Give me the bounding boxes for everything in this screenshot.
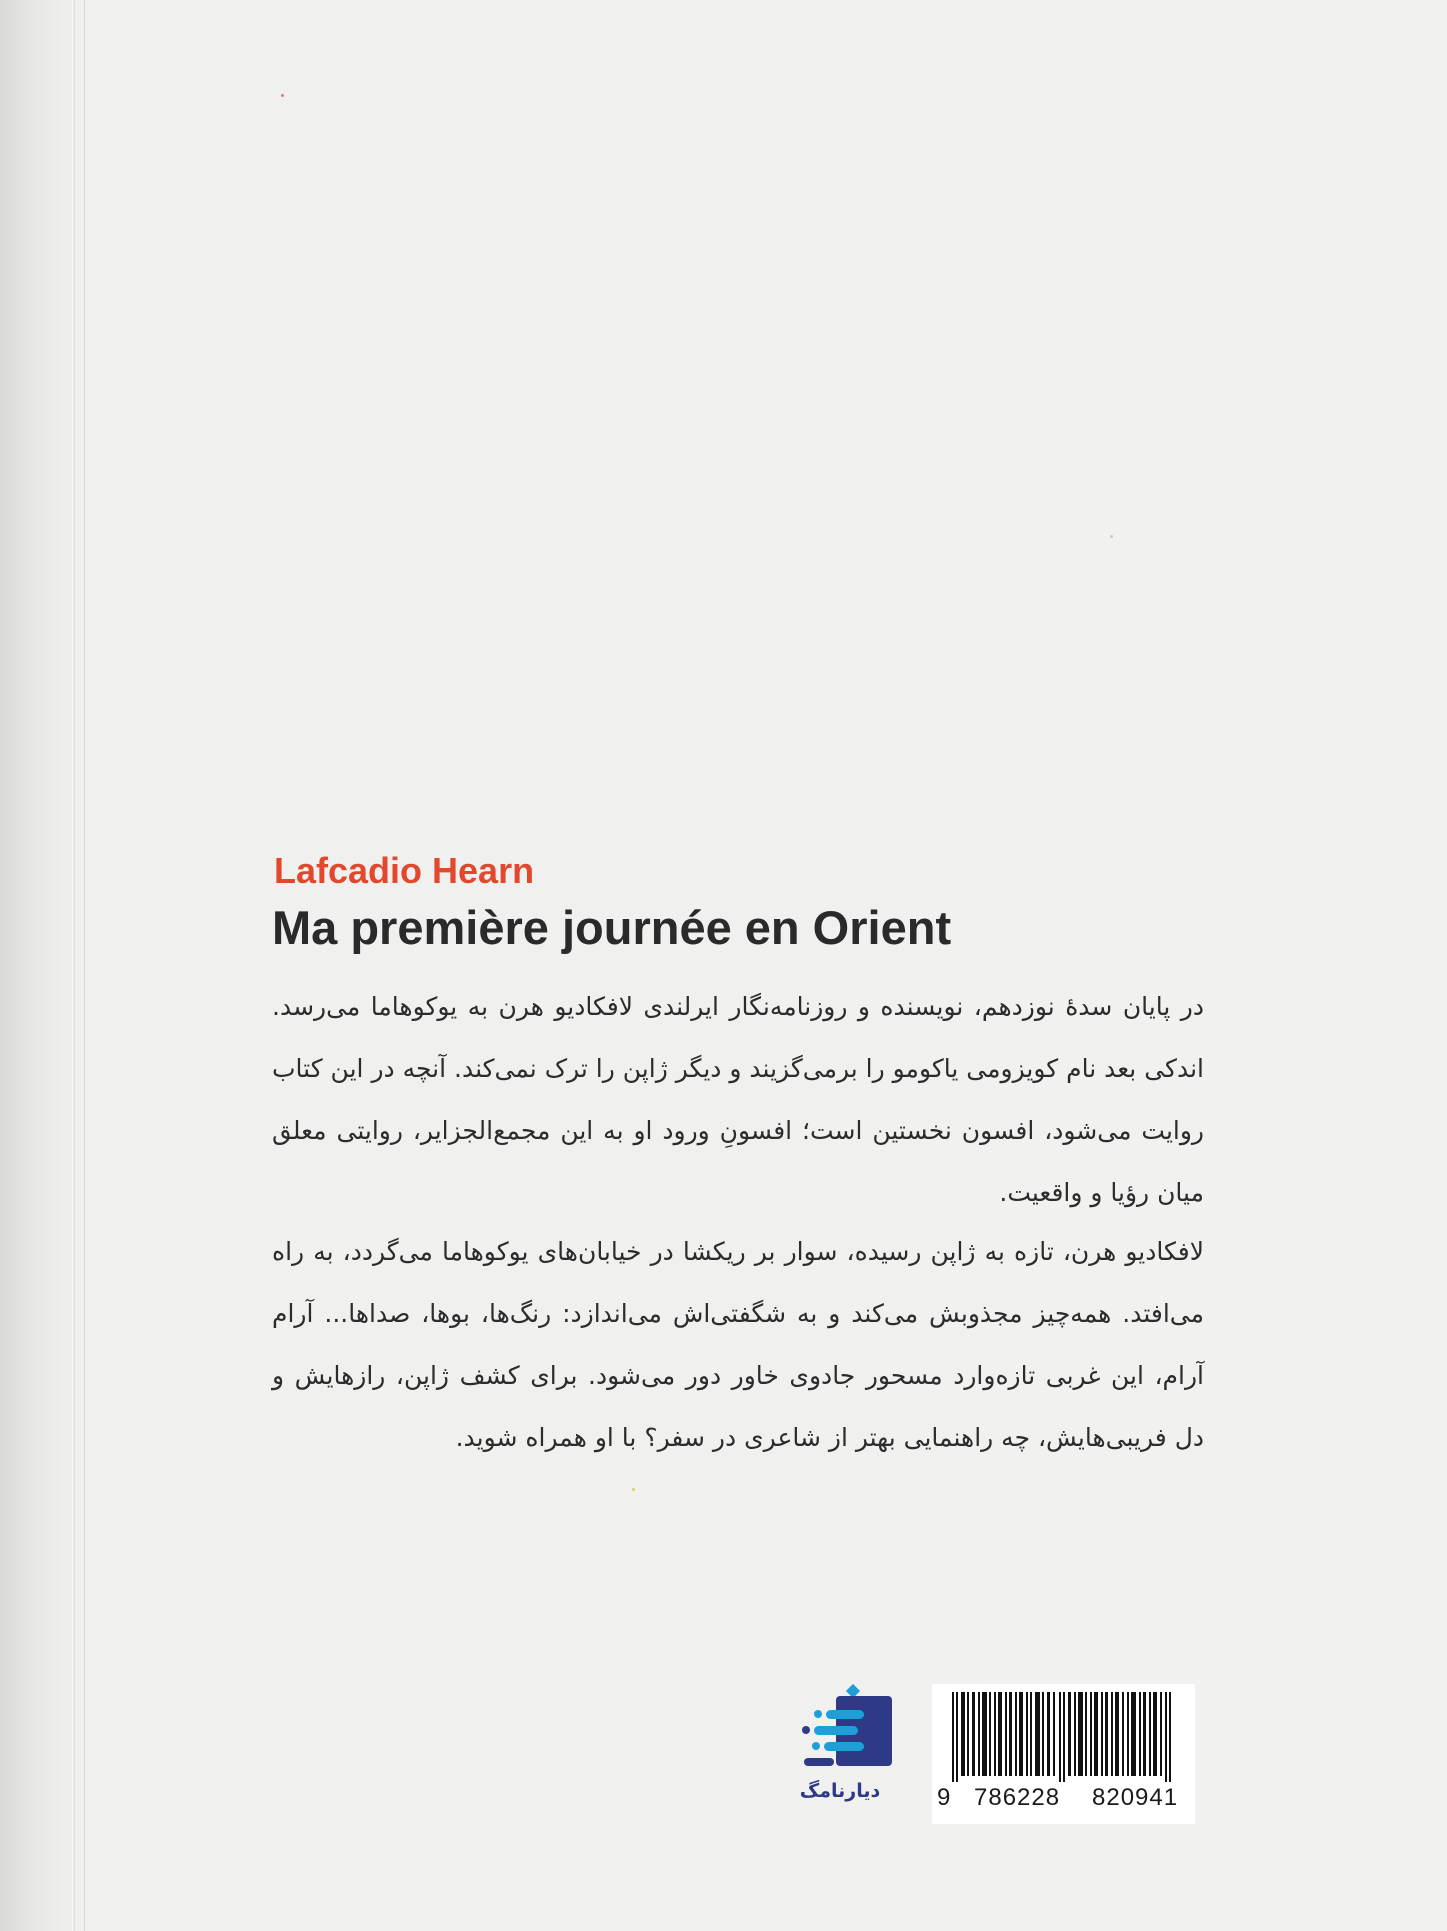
spine-fold-line	[84, 0, 85, 1931]
isbn-barcode	[932, 1684, 1195, 1824]
barcode-right-digits: 820941	[1092, 1784, 1179, 1811]
publisher-name: دیارنامگ	[799, 1780, 881, 1802]
blurb-paragraph-2: لافکادیو هرن، تازه به ژاپن رسیده، سوار بر ریکشا در خیابان‌های یوکوهاما می‌گردد، به راه می‌افتد. همه‌چیز مجذوبش می‌کند و به شگفتی‌اش می‌اندازد: رنگ‌ها، بوها، صداها... آرام آرام، این غربی تازه‌وارد مسحور جادوی خاور دور می‌شود. برای کشف ژاپن، رازهایش و دل فریبی‌هایش، چه راهنمایی بهتر از شاعری در سفر؟ با او همراه شوید.	[272, 1237, 1204, 1452]
paper-speck	[281, 94, 284, 97]
paper-speck	[632, 1488, 635, 1491]
author-name: Lafcadio Hearn	[274, 850, 535, 891]
barcode-first-digit: 9	[937, 1784, 951, 1811]
barcode-left-digits: 786228	[974, 1784, 1061, 1811]
paper-speck	[1110, 535, 1113, 538]
blurb-paragraph-1: در پایان سدهٔ نوزدهم، نویسنده و روزنامه‌نگار ایرلندی لافکادیو هرن به یوکوهاما می‌رسد. اندکی بعد نام کویزومی یاکومو را برمی‌گزیند و دیگر ژاپن را ترک نمی‌کند. آنچه در این کتاب روایت می‌شود، افسون نخستین است؛ افسونِ ورود او به این مجمع‌الجزایر، روایتی معلق میان رؤیا و واقعیت.	[272, 992, 1204, 1207]
barcode-bars	[952, 1692, 1182, 1782]
spine-fold-line	[72, 0, 75, 1931]
book-title: Ma première journée en Orient	[272, 901, 952, 954]
